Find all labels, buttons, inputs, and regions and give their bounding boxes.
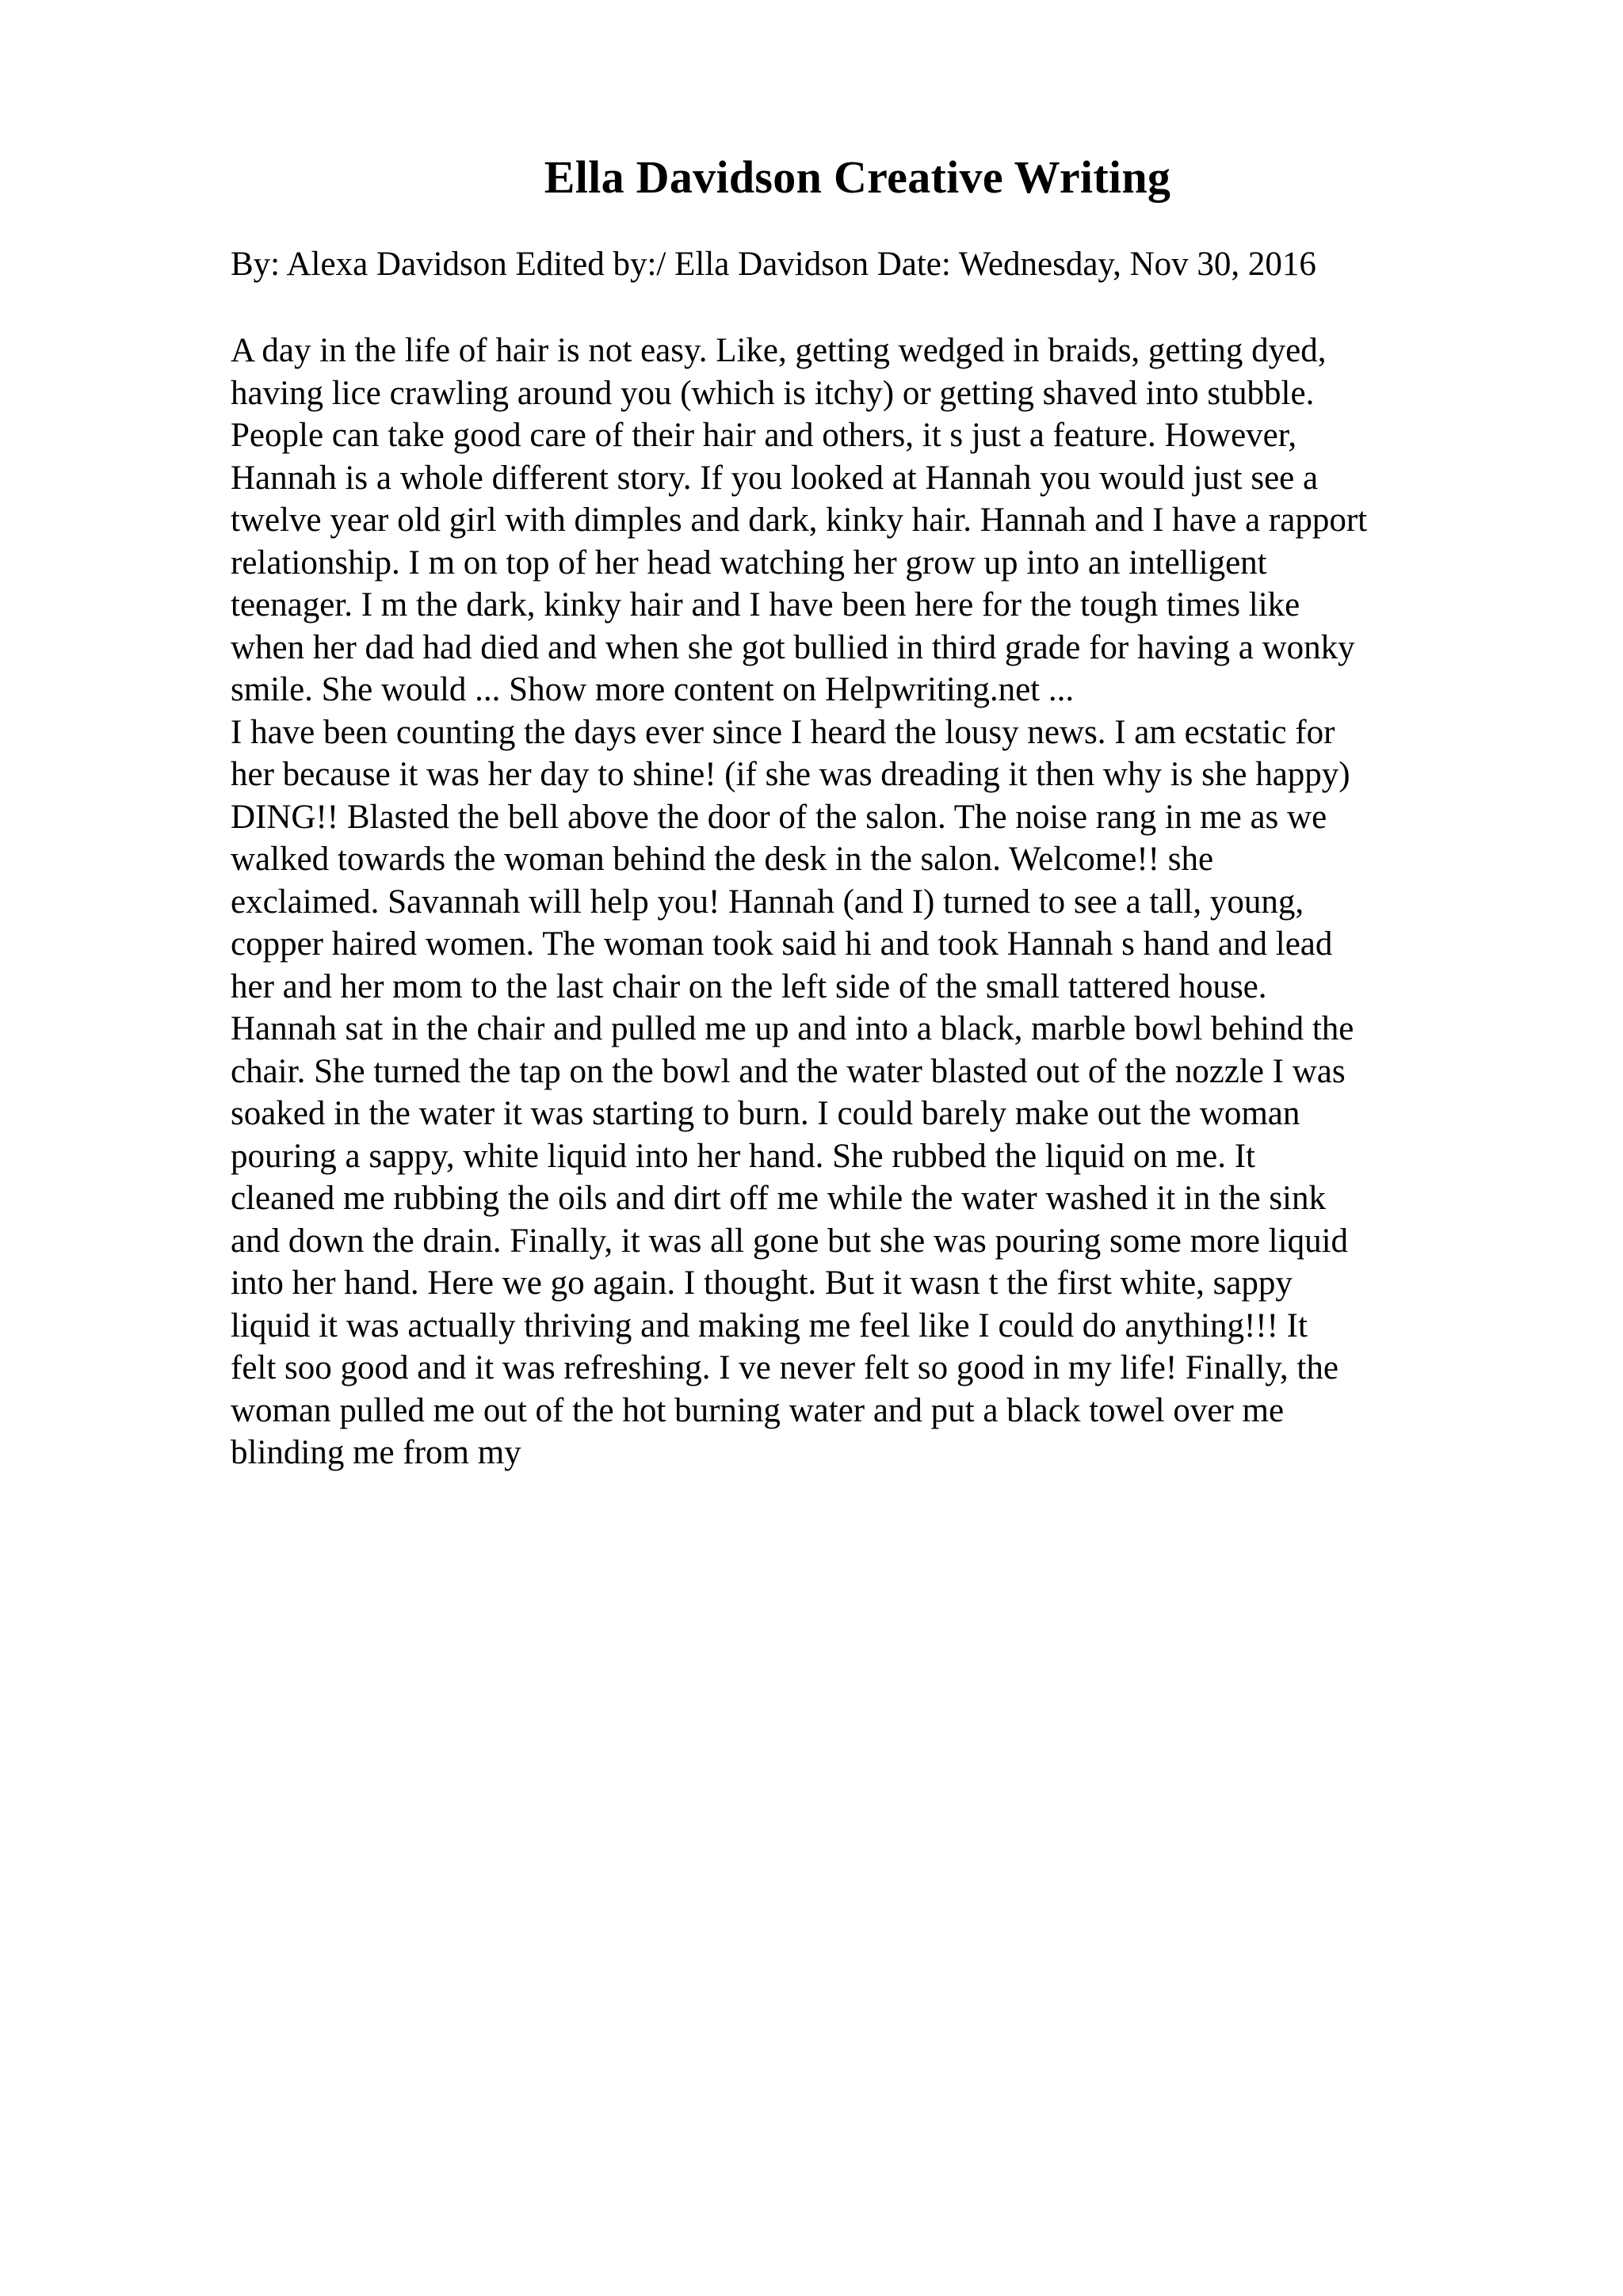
body-line: liquid it was actually thriving and making me feel like I could do anything!!! It bbox=[231, 1306, 1308, 1344]
body-line: pouring a sappy, white liquid into her hand. She rubbed the liquid on me. It bbox=[231, 1137, 1255, 1175]
body-line: Hannah is a whole different story. If you looked at Hannah you would just see a bbox=[231, 459, 1319, 497]
body-line: walked towards the woman behind the desk in the salon. Welcome!! she bbox=[231, 841, 1214, 878]
body-line: soaked in the water it was starting to burn. I could barely make out the woman bbox=[231, 1095, 1300, 1132]
body-line: DING!! Blasted the bell above the door of the salon. The noise rang in me as we bbox=[231, 798, 1327, 836]
body-line: Hannah sat in the chair and pulled me up and into a black, marble bowl behind the bbox=[231, 1010, 1354, 1047]
body-line: into her hand. Here we go again. I thought. But it wasn t the first white, sappy bbox=[231, 1264, 1293, 1302]
document-body bbox=[231, 330, 1499, 1474]
body-line: People can take good care of their hair and others, it s just a feature. However, bbox=[231, 417, 1297, 454]
body-line: twelve year old girl with dimples and dark, kinky hair. Hannah and I have a rapport bbox=[231, 502, 1368, 539]
document-byline: By: Alexa Davidson Edited by:/ Ella Davidson Date: Wednesday, Nov 30, 2016 bbox=[231, 246, 1316, 283]
body-line: when her dad had died and when she got bullied in third grade for having a wonky bbox=[231, 628, 1355, 666]
body-line: A day in the life of hair is not easy. Like, getting wedged in braids, getting dyed, bbox=[231, 332, 1327, 369]
body-line: teenager. I m the dark, kinky hair and I have been here for the tough times like bbox=[231, 586, 1300, 624]
body-line: chair. She turned the tap on the bowl and the water blasted out of the nozzle I was bbox=[231, 1052, 1346, 1090]
body-line: smile. She would ... Show more content on Helpwriting.net ... bbox=[231, 671, 1075, 708]
body-line: having lice crawling around you (which is itchy) or getting shaved into stubble. bbox=[231, 374, 1315, 412]
body-line: relationship. I m on top of her head watching her grow up into an intelligent bbox=[231, 543, 1267, 582]
document-title: Ella Davidson Creative Writing bbox=[544, 151, 1171, 203]
body-line: exclaimed. Savannah will help you! Hannah (and I) turned to see a tall, young, bbox=[231, 883, 1304, 921]
body-line: I have been counting the days ever since I heard the lousy news. I am ecstatic for bbox=[231, 713, 1335, 751]
body-line: her because it was her day to shine! (if she was dreading it then why is she happy) bbox=[231, 756, 1350, 793]
body-line: copper haired women. The woman took said hi and took Hannah s hand and lead bbox=[231, 925, 1333, 963]
body-line: and down the drain. Finally, it was all gone but she was pouring some more liquid bbox=[231, 1222, 1349, 1260]
body-line: her and her mom to the last chair on the left side of the small tattered house. bbox=[231, 967, 1267, 1005]
body-line: cleaned me rubbing the oils and dirt off me while the water washed it in the sink bbox=[231, 1180, 1327, 1217]
body-line: blinding me from my bbox=[231, 1434, 521, 1471]
body-line: woman pulled me out of the hot burning water and put a black towel over me bbox=[231, 1391, 1285, 1429]
body-line: felt soo good and it was refreshing. I ve never felt so good in my life! Finally, the bbox=[231, 1349, 1338, 1386]
